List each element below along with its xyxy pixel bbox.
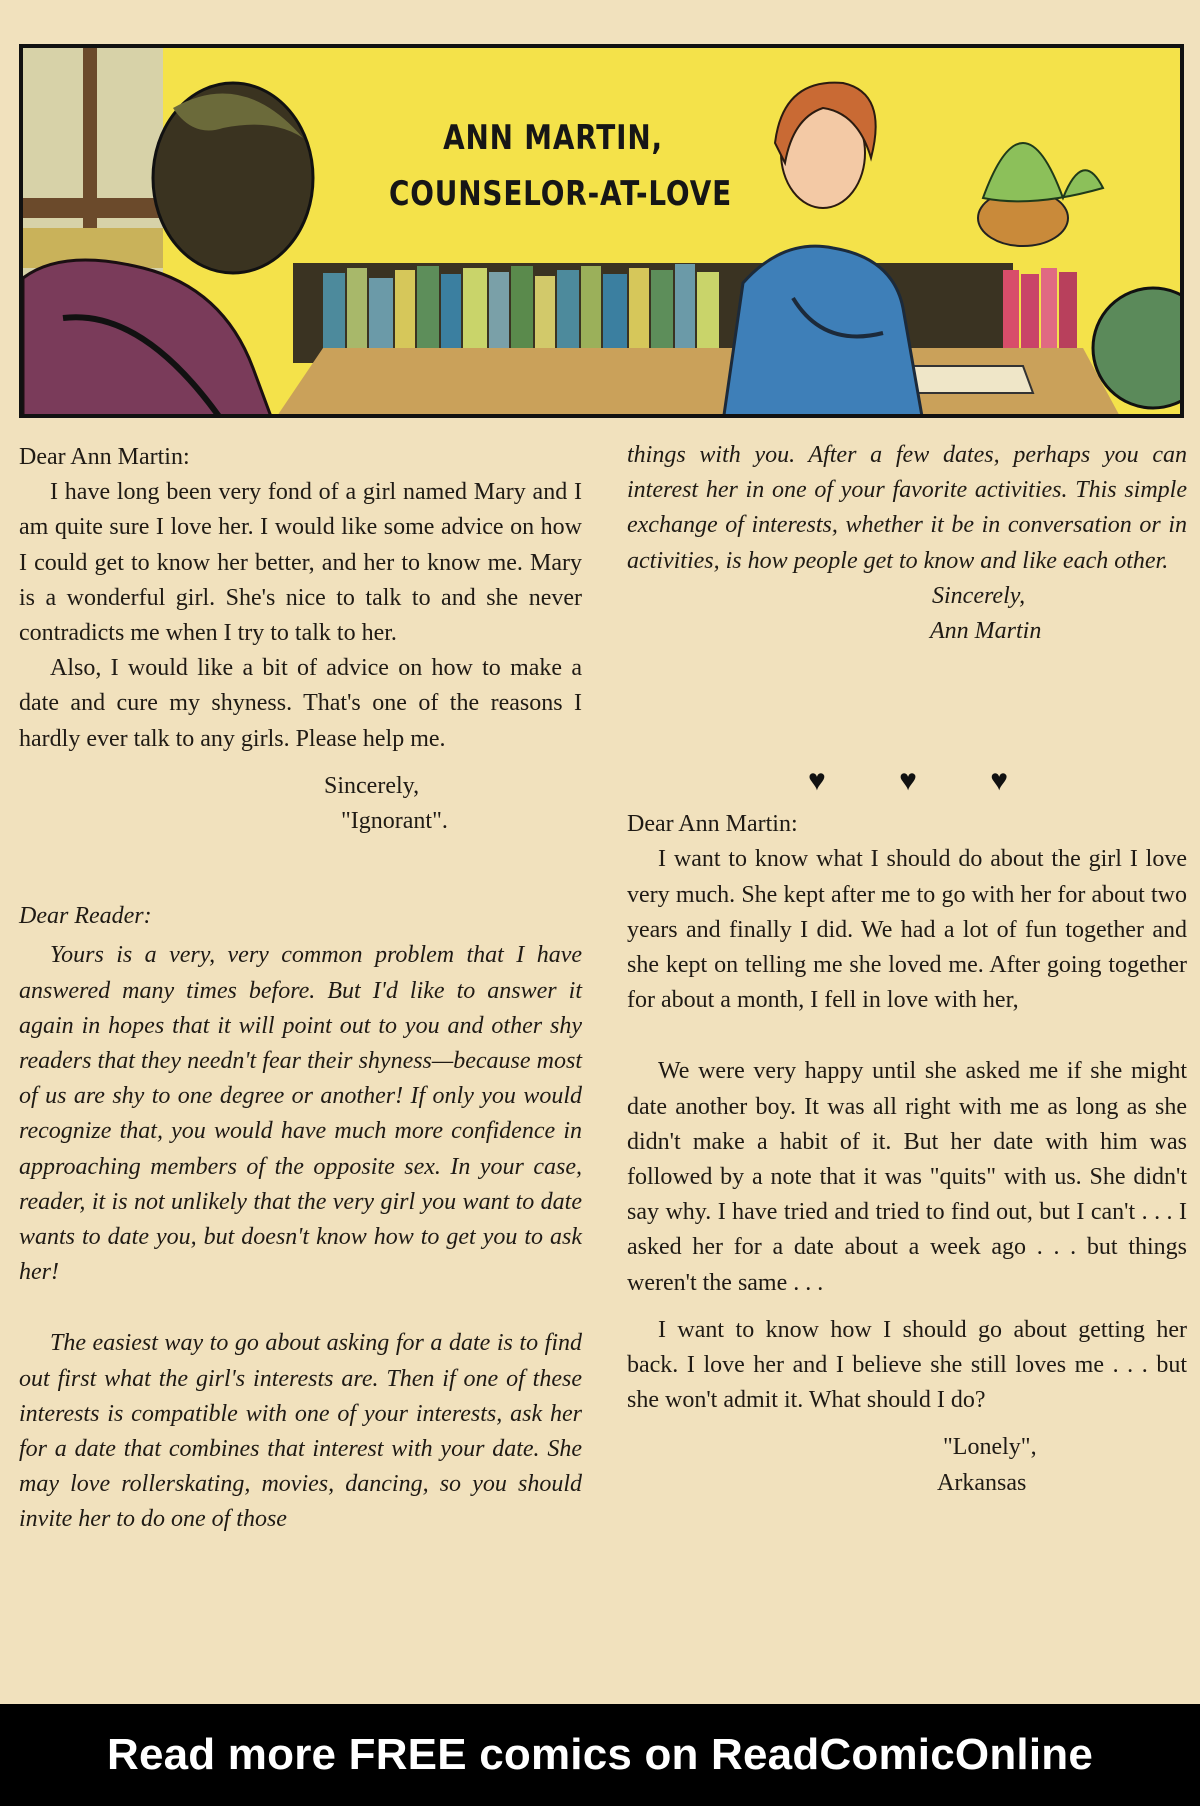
reply1-paragraph-1: Yours is a very, very common problem that I have answered many times before. But I'd like to answer it again in hopes that it will point out to you and other shy readers that they needn't fear their shyness—because most of us are shy to one degree or another! If only you would recognize that, you would have much more confidence in approaching members of the opposite sex. In your case, reader, it is not unlikely that the very girl you want to date wants to date you, but doesn't know how to get you to ask her! — [19, 942, 582, 1286]
letter2-location: Arkansas — [937, 1469, 1027, 1496]
reply1-salutation: Dear Reader: — [19, 903, 152, 930]
left-column — [19, 440, 582, 1538]
reply1-closing: Sincerely, — [932, 582, 1026, 609]
letter2-paragraph-3: I want to know how I should go about getting her back. I love her and I believe she still loves me . . . but she won't admit it. What should I do? — [627, 1316, 1187, 1414]
letter1-paragraph-1: I have long been very fond of a girl named Mary and I am quite sure I love her. I would like some advice on how I could get to know her better, and her to know me. Mary is a wonderful girl. She's nice to talk to and she never contradicts me when I try to talk to her. — [19, 479, 582, 647]
reply1-signature: Ann Martin — [930, 618, 1042, 645]
letter2-paragraph-1: I want to know what I should do about the girl I love very much. She kept after me to go with her for about two years and finally I did. We had a lot of fun together and she kept on telling me she loved me. After going together for about a month, I fell in love with her, — [627, 846, 1187, 1014]
letter1-paragraph-2: Also, I would like a bit of advice on how to make a date and cure my shyness. That's one of the reasons I hardly ever talk to any girls. Please help me. — [19, 655, 582, 752]
heart-icon: ♥ — [899, 764, 917, 797]
letter1-salutation: Dear Ann Martin: — [19, 444, 190, 470]
counselor-illustration — [23, 48, 1184, 418]
heart-icon: ♥ — [990, 764, 1008, 797]
letter2-salutation: Dear Ann Martin: — [627, 811, 798, 838]
letter1-signature: "Ignorant". — [341, 808, 448, 835]
column-title — [389, 110, 732, 222]
reply1-paragraph-2: The easiest way to go about asking for a date is to find out first what the girl's interests are. Then if one of these interests is compatible with one of your interests, ask her for a date that combines that interest with your date. She may love rollerskating, movies, dancing, so you should invite her to do one of those — [19, 1330, 582, 1533]
letter1-closing: Sincerely, — [324, 772, 420, 799]
right-column — [627, 438, 1187, 1501]
letter2-signature: "Lonely", — [943, 1434, 1037, 1461]
column-title-line-2: COUNSELOR-AT-LOVE — [389, 174, 732, 214]
reply1-paragraph-2-continued: things with you. After a few dates, perhaps you can interest her in one of your favorite activities. This simple exchange of interests, whether it be in conversation or in activities, is how people get to know and like each other. — [627, 442, 1187, 574]
heart-icon: ♥ — [808, 764, 826, 797]
promo-footer-banner[interactable] — [0, 1704, 1200, 1806]
promo-link[interactable]: Read more FREE comics on ReadComicOnline — [106, 1730, 1093, 1779]
header-panel — [19, 44, 1184, 418]
section-divider — [808, 764, 1008, 798]
column-title-line-1: ANN MARTIN, — [443, 118, 663, 158]
letter2-paragraph-2: We were very happy until she asked me if she might date another boy. It was all right with me as long as she didn't make a habit of it. But her date with him was followed by a note that it was "quits" with us. She didn't say why. I have tried and tried to find out, but I can't . . . I asked her for a date about a week ago . . . but things weren't the same . . . — [627, 1058, 1187, 1296]
